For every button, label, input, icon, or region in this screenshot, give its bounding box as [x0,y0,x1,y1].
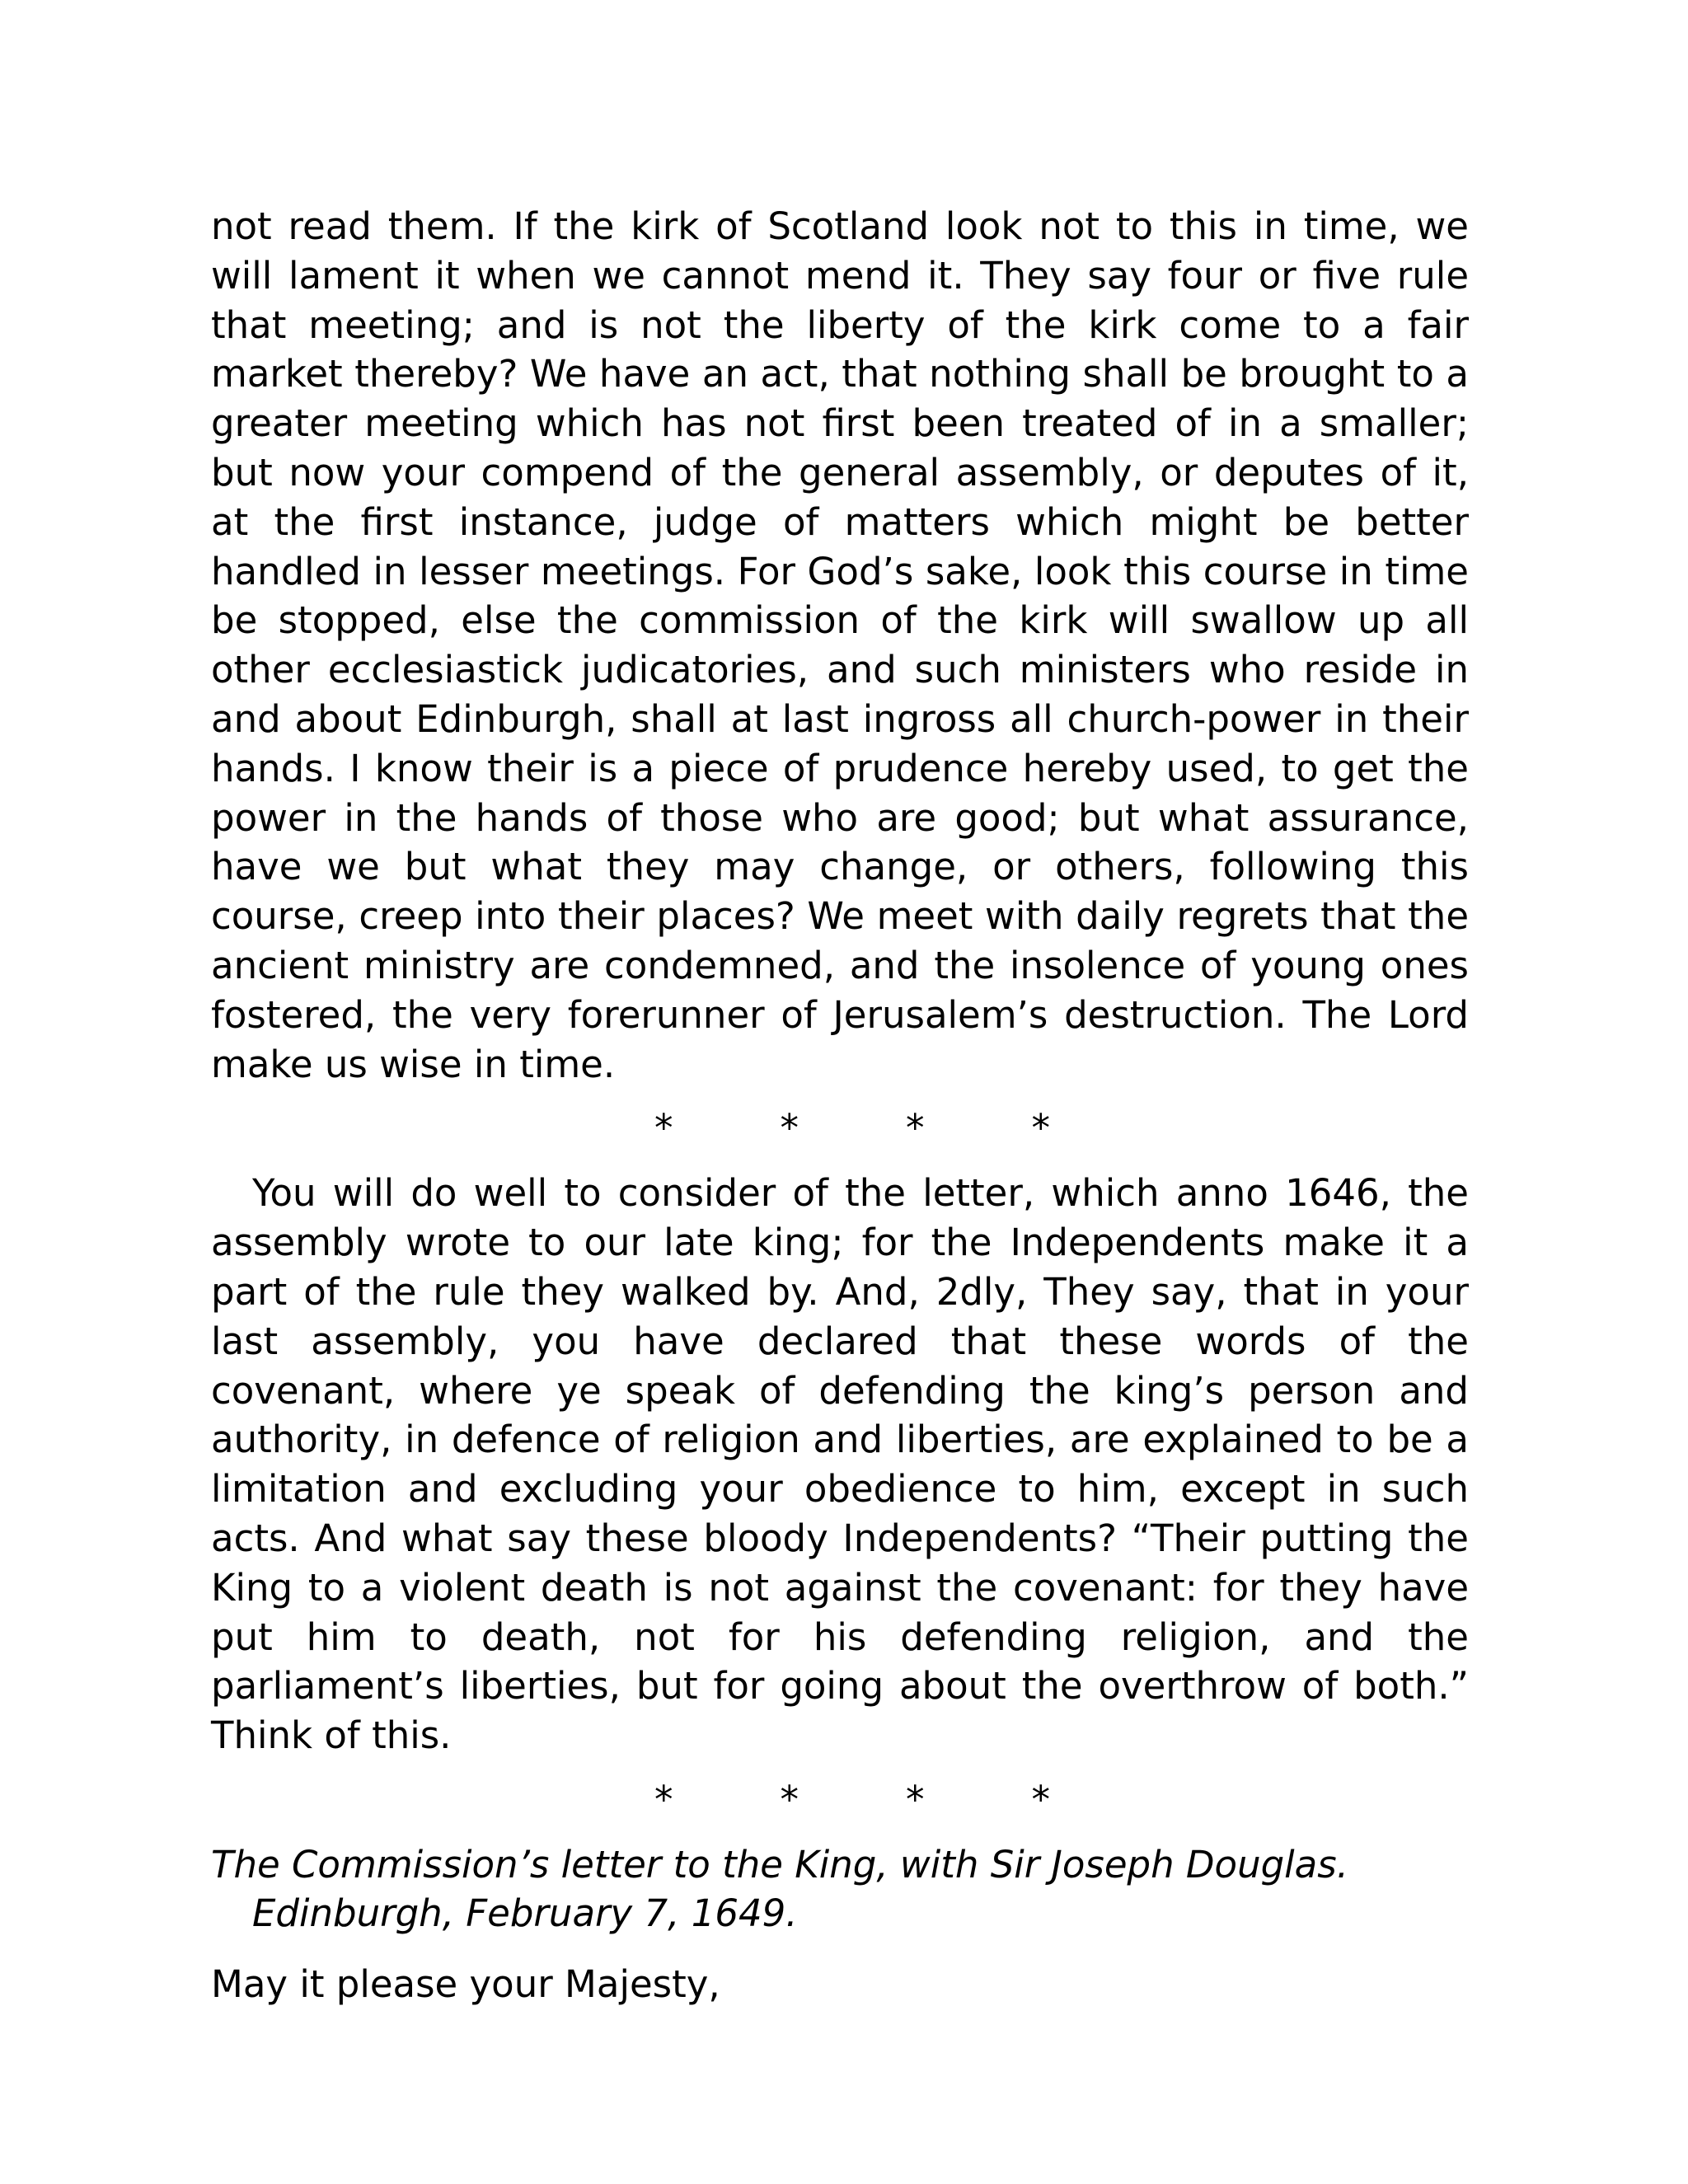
letter-heading [211,1840,1469,1938]
separator-asterisk: * [906,1777,925,1821]
body-paragraph-1: not read them. If the kirk of Scotland look not to this in time, we will lament it when we cannot mend it. They say four or five rule that meeting; and is not the liberty of the kirk come to a fair market thereby? We have an act, that nothing shall be brought to a greater meeting which has not first been treated of in a smaller; but now your compend of the general assembly, or deputes of it, at the first instance, judge of matters which might be better handled in lesser meetings. For God’s sake, look this course in time be stopped, else the commission of the kirk will swallow up all other ecclesiastick judicatories, and such ministers who reside in and about Edinburgh, shall at last ingross all church-power in their hands. I know their is a piece of prudence hereby used, to get the power in the hands of those who are good; but what assurance, have we but what they may change, or others, following this course, creep into their places? We meet with daily regrets that the ancient ministry are condemned, and the insolence of young ones fostered, the very forerunner of Jerusalem’s destruction. The Lord make us wise in time. [211,204,1469,1086]
document-page [211,202,1469,2008]
separator-asterisk: * [654,1777,673,1821]
separator-asterisk: * [1031,1777,1050,1821]
section-separator-1 [211,1104,1469,1152]
body-paragraph-2: You will do well to consider of the letter, which anno 1646, the assembly wrote to our late king; for the Independents make it a part of the rule they walked by. And, 2dly, They say, that in your last assembly, you have declared that these words of the covenant, where ye speak of defending the king’s person and authority, in defence of religion and liberties, are explained to be a limitation and excluding your obedience to him, except in such acts. And what say these bloody Independents? “Their putting the King to a violent death is not against the covenant: for they have put him to death, not for his defending religion, and the parliament’s liberties, but for going about the overthrow of both.” Think of this. [211,1171,1469,1758]
separator-asterisk: * [1031,1106,1050,1151]
separator-asterisk: * [780,1777,799,1821]
separator-asterisk: * [906,1106,925,1151]
letter-heading-title: The Commission’s letter to the King, with Sir Joseph Douglas. [211,1842,1348,1886]
letter-heading-dateline: Edinburgh, February 7, 1649. [252,1891,798,1935]
separator-asterisk: * [654,1106,673,1151]
separator-asterisk: * [780,1106,799,1151]
section-separator-2 [211,1775,1469,1824]
letter-salutation: May it please your Majesty, [211,1961,720,2006]
